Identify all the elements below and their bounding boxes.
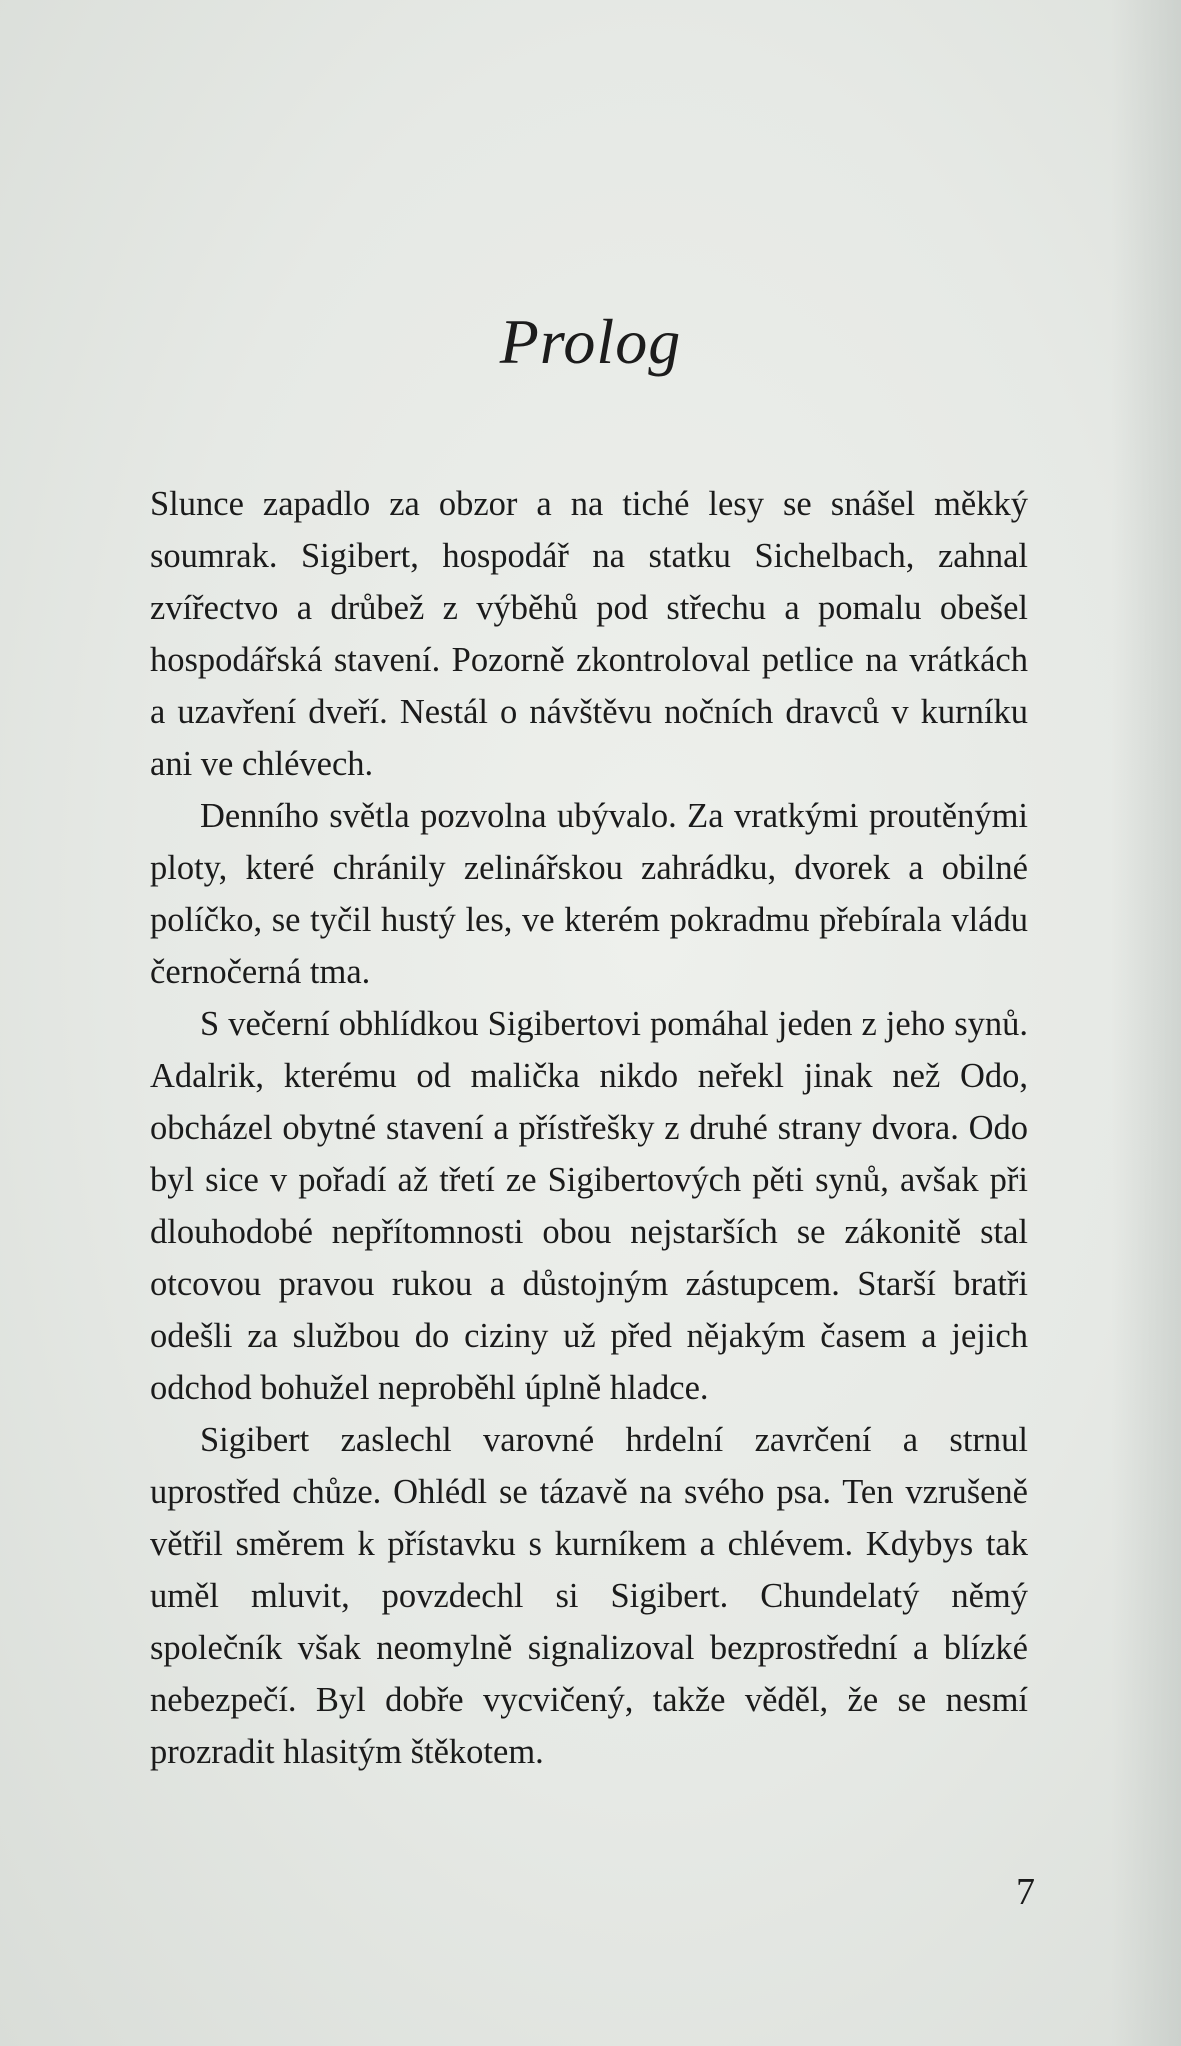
page-number: 7 [1016,1871,1035,1913]
chapter-title: Prolog [499,306,682,377]
paragraph-1: Slunce zapadlo za obzor a na tiché lesy se snášel měkký soumrak. Sigibert, hospodář na statku Sichelbach, zahnal zvířectvo a drůbež z výběhů pod střechu a pomalu obešel hospodářská stavení. Pozorně zkontroloval petlice na vrátkách a uzavření dveří. Nestál o návštěvu nočních dravců v kurníku ani ve chlévech. [150,485,1028,783]
paragraph-2: Denního světla pozvolna ubývalo. Za vratkými proutěnými ploty, které chránily zelinářskou zahrádku, dvorek a obilné políčko, se tyčil hustý les, ve kterém pokradmu přebírala vládu černočerná tma. [150,797,1028,991]
paragraph-3: S večerní obhlídkou Sigibertovi pomáhal jeden z jeho synů. Adalrik, kterému od malička nikdo neřekl jinak než Odo, obcházel obytné stavení a přístřešky z druhé strany dvora. Odo byl sice v pořadí až třetí ze Sigibertových pěti synů, avšak při dlouhodobé nepřítomnosti obou nejstarších se zákonitě stal otcovou pravou rukou a důstojným zástupcem. Starší bratři odešli za službou do ciziny už před nějakým časem a jejich odchod bohužel neproběhl úplně hladce. [150,1005,1028,1407]
paragraph-4: Sigibert zaslechl varovné hrdelní zavrčení a strnul uprostřed chůze. Ohlédl se tázavě na svého psa. Ten vzrušeně větřil směrem k přístavku s kurníkem a chlévem. Kdybys tak uměl mluvit, povzdechl si Sigibert. Chundelatý němý společník však neomylně signalizoval bezprostřední a blízké nebezpečí. Byl dobře vycvičený, takže věděl, že se nesmí prozradit hlasitým štěkotem. [150,1421,1028,1771]
chapter-body [150,478,1028,1778]
